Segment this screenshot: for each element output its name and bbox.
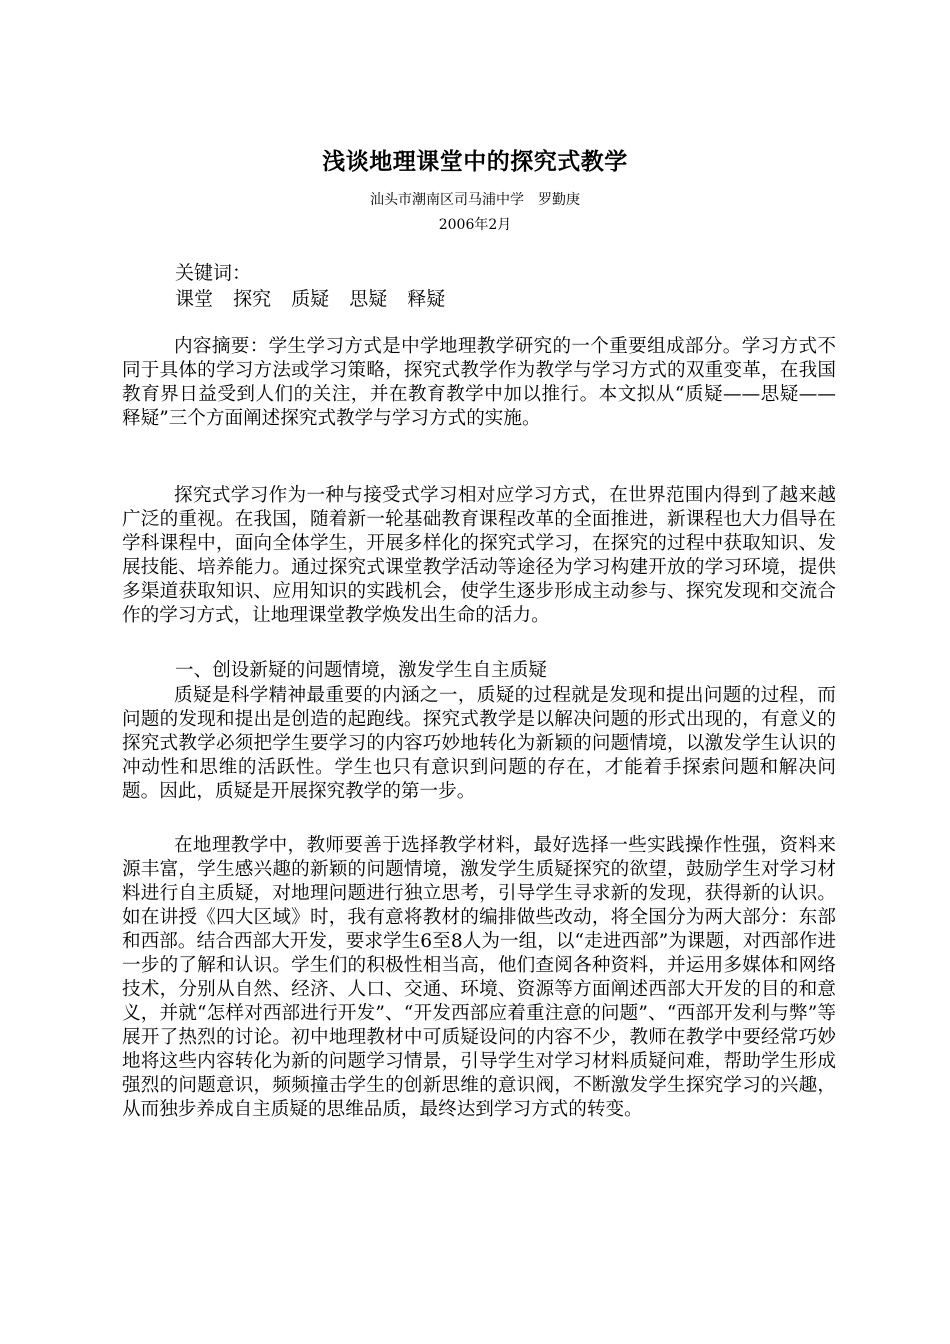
abstract-paragraph: 内容摘要：学生学习方式是中学地理教学研究的一个重要组成部分。学习方式不同于具体的学习方法或学习策略，探究式教学作为教学与学习方式的双重变革，在我国教育界日益受到人们的关注，并在教育教学中加以推行。本文拟从“质疑——思疑——释疑”三个方面阐述探究式教学与学习方式的实施。 bbox=[122, 336, 836, 429]
section-heading: 一、创设新疑的问题情境，激发学生自主质疑 bbox=[175, 660, 547, 681]
author-line: 汕头市潮南区司马浦中学 罗勤庚 bbox=[370, 192, 580, 208]
intro-paragraph: 探究式学习作为一种与接受式学习相对应学习方式，在世界范围内得到了越来越广泛的重视。在我国，随着新一轮基础教育课程改革的全面推进，新课程也大力倡导在学科课程中，面向全体学生，开展多样化的探究式学习，在探究的过程中获取知识、发展技能、培养能力。通过探究式课堂教学活动等途径为学习构建开放的学习环境，提供多渠道获取知识、应用知识的实践机会，使学生逐步形成主动参与、探究发现和交流合作的学习方式，让地理课堂教学焕发出生命的活力。 bbox=[122, 485, 836, 626]
keyword: 课堂 bbox=[175, 288, 214, 310]
publish-date: 2006年2月 bbox=[438, 217, 512, 233]
keyword: 释疑 bbox=[407, 288, 446, 310]
keywords-list bbox=[175, 286, 459, 312]
keyword: 探究 bbox=[233, 288, 272, 310]
keyword: 思疑 bbox=[349, 288, 388, 310]
keyword: 质疑 bbox=[291, 288, 330, 310]
article-title: 浅谈地理课堂中的探究式教学 bbox=[322, 148, 628, 175]
keywords-label: 关键词： bbox=[175, 262, 252, 284]
body-paragraph: 在地理教学中，教师要善于选择教学材料，最好选择一些实践操作性强，资料来源丰富，学生感兴趣的新颖的问题情境，激发学生质疑探究的欲望，鼓励学生对学习材料进行自主质疑，对地理问题进行独立思考，引导学生寻求新的发现，获得新的认识。如在讲授《四大区域》时，我有意将教材的编排做些改动，将全国分为两大部分：东部和西部。结合西部大开发，要求学生6至8人为一组，以“走进西部”为课题，对西部作进一步的了解和认识。学生们的积极性相当高，他们查阅各种资料，并运用多媒体和网络技术，分别从自然、经济、人口、交通、环境、资源等方面阐述西部大开发的目的和意义，并就“怎样对西部进行开发”、“开发西部应着重注意的问题”、“西部开发利与弊”等展开了热烈的讨论。初中地理教材中可质疑设问的内容不少，教师在教学中要经常巧妙地将这些内容转化为新的问题学习情景，引导学生对学习材料质疑问难，帮助学生形成强烈的问题意识，频频撞击学生的创新思维的意识阀，不断激发学生探究学习的兴趣，从而独步养成自主质疑的思维品质，最终达到学习方式的转变。 bbox=[122, 835, 836, 1120]
body-paragraph: 质疑是科学精神最重要的内涵之一，质疑的过程就是发现和提出问题的过程，而问题的发现和提出是创造的起跑线。探究式教学是以解决问题的形式出现的，有意义的探究式教学必须把学生要学习的内容巧妙地转化为新颖的问题情境，以激发学生认识的冲动性和思维的活跃性。学生也只有意识到问题的存在，才能着手探索问题和解决问题。因此，质疑是开展探究教学的第一步。 bbox=[122, 685, 836, 802]
